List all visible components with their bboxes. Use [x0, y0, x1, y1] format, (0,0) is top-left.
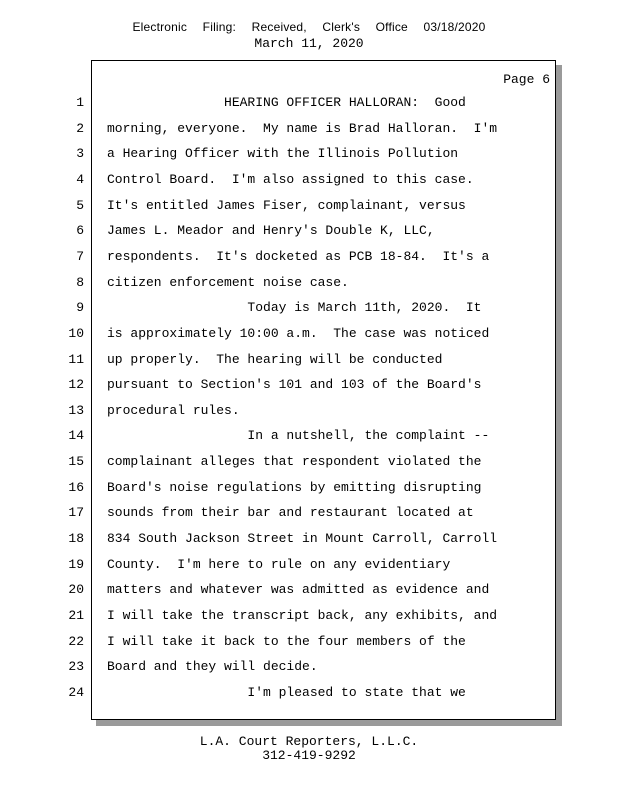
- page-number: Page 6: [503, 72, 550, 87]
- line-text: James L. Meador and Henry's Double K, LLC,: [107, 223, 435, 238]
- filing-stamp-part: Office: [375, 20, 408, 34]
- line-text: Board and they will decide.: [107, 659, 318, 674]
- transcript-date: March 11, 2020: [254, 36, 364, 51]
- line-number: 15: [68, 454, 84, 469]
- line-number: 8: [76, 275, 84, 290]
- line-text: morning, everyone. My name is Brad Halloran. I'm: [107, 121, 498, 136]
- line-number: 22: [68, 634, 84, 649]
- filing-stamp-part: Electronic: [132, 20, 188, 34]
- line-text: In a nutshell, the complaint --: [107, 428, 490, 443]
- line-text: 834 South Jackson Street in Mount Carroll, Carroll: [107, 531, 498, 546]
- line-number: 7: [76, 249, 84, 264]
- filing-stamp-part: Filing:: [202, 20, 237, 34]
- line-number: 16: [68, 480, 84, 495]
- line-text: County. I'm here to rule on any evidentiary: [107, 557, 451, 572]
- line-text: pursuant to Section's 101 and 103 of the Board's: [107, 377, 482, 392]
- line-text: up properly. The hearing will be conducted: [107, 352, 443, 367]
- line-number: 17: [68, 505, 84, 520]
- line-text: I will take it back to the four members of the: [107, 634, 466, 649]
- footer-phone: 312-419-9292: [262, 748, 356, 763]
- line-text: HEARING OFFICER HALLORAN: Good: [107, 95, 466, 110]
- filing-stamp-part: Received,: [251, 20, 307, 34]
- line-number: 21: [68, 608, 84, 623]
- line-text: Board's noise regulations by emitting disrupting: [107, 480, 482, 495]
- line-number: 1: [76, 95, 84, 110]
- line-number: 20: [68, 582, 84, 597]
- line-text: matters and whatever was admitted as evidence and: [107, 582, 490, 597]
- line-number: 24: [68, 685, 84, 700]
- line-text: citizen enforcement noise case.: [107, 275, 349, 290]
- line-number: 2: [76, 121, 84, 136]
- line-number: 11: [68, 352, 84, 367]
- line-text: procedural rules.: [107, 403, 240, 418]
- line-number: 6: [76, 223, 84, 238]
- line-text: sounds from their bar and restaurant located at: [107, 505, 474, 520]
- line-number: 12: [68, 377, 84, 392]
- line-number: 5: [76, 198, 84, 213]
- filing-stamp-part: 03/18/2020: [423, 20, 486, 34]
- line-text: complainant alleges that respondent violated the: [107, 454, 482, 469]
- line-number: 4: [76, 172, 84, 187]
- line-text: I'm pleased to state that we: [107, 685, 466, 700]
- line-text: a Hearing Officer with the Illinois Pollution: [107, 146, 459, 161]
- line-text: is approximately 10:00 a.m. The case was noticed: [107, 326, 490, 341]
- line-text: Today is March 11th, 2020. It: [107, 300, 482, 315]
- filing-stamp: [0, 20, 618, 34]
- filing-stamp-part: Clerk's: [322, 20, 361, 34]
- line-number: 9: [76, 300, 84, 315]
- line-text: Control Board. I'm also assigned to this case.: [107, 172, 474, 187]
- line-number: 19: [68, 557, 84, 572]
- line-text: It's entitled James Fiser, complainant, versus: [107, 198, 466, 213]
- footer-company: L.A. Court Reporters, L.L.C.: [199, 734, 419, 749]
- line-number: 23: [68, 659, 84, 674]
- line-number: 14: [68, 428, 84, 443]
- line-text: respondents. It's docketed as PCB 18-84. It's a: [107, 249, 490, 264]
- line-text: I will take the transcript back, any exhibits, and: [107, 608, 498, 623]
- line-number: 13: [68, 403, 84, 418]
- line-number: 18: [68, 531, 84, 546]
- line-number: 10: [68, 326, 84, 341]
- line-number: 3: [76, 146, 84, 161]
